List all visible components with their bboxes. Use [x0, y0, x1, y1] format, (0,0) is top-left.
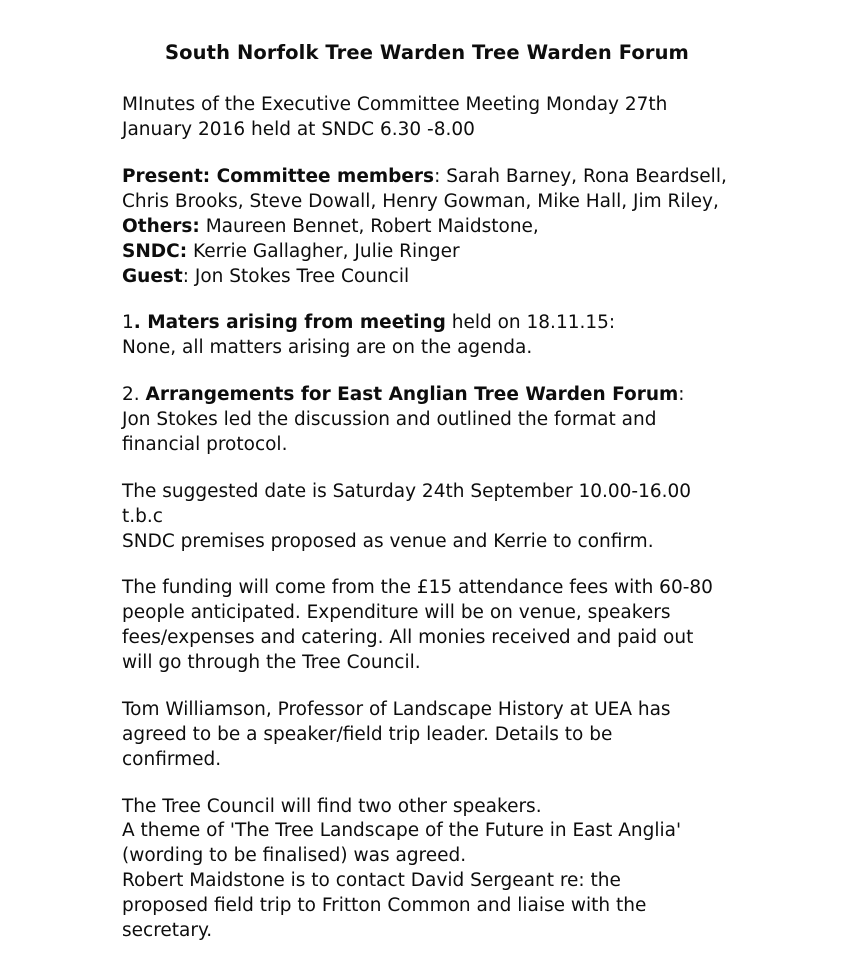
agenda-item-1: [122, 311, 732, 361]
spacer: [122, 361, 732, 383]
present-line-1: [122, 165, 732, 190]
body-paragraph: [122, 480, 732, 555]
body-paragraph: [122, 795, 732, 944]
paragraph-line: will go through the Tree Council.: [122, 652, 421, 674]
others-label: Others:: [122, 215, 200, 237]
guest-names: : Jon Stokes Tree Council: [182, 265, 410, 287]
spacer: [122, 458, 732, 480]
item-2-body-line-2: financial protocol.: [122, 433, 288, 455]
paragraph-line: people anticipated. Expenditure will be on venue, speakers: [122, 602, 671, 624]
paragraph-line: The Tree Council will find two other speakers.: [122, 795, 542, 817]
paragraph-line: t.b.c: [122, 505, 163, 527]
item-1-number: 1: [122, 312, 134, 334]
intro-line-2: January 2016 held at SNDC 6.30 -8.00: [122, 119, 475, 141]
others-line: [122, 215, 732, 240]
item-2-heading: [122, 383, 732, 408]
paragraph-line: secretary.: [122, 919, 213, 941]
paragraph-line: A theme of 'The Tree Landscape of the Future in East Anglia': [122, 820, 682, 842]
spacer: [122, 289, 732, 311]
spacer: [122, 676, 732, 698]
spacer: [122, 143, 732, 165]
item-2-number: 2.: [122, 384, 146, 406]
sndc-names: Kerrie Gallagher, Julie Ringer: [187, 240, 460, 262]
present-label: Present: Committee members: [122, 166, 435, 188]
item-2-body-line-1: Jon Stokes led the discussion and outlined the format and: [122, 409, 657, 431]
spacer: [122, 65, 732, 93]
paragraph-line: The suggested date is Saturday 24th September 10.00-16.00: [122, 480, 692, 502]
sndc-label: SNDC:: [122, 240, 188, 262]
agenda-item-2: [122, 383, 732, 458]
item-1-body: None, all matters arising are on the agenda.: [122, 337, 533, 359]
body-paragraph: [122, 698, 732, 773]
paragraph-line: proposed field trip to Fritton Common and liaise with the: [122, 895, 647, 917]
page-title: South Norfolk Tree Warden Tree Warden Forum: [165, 41, 689, 64]
item-2-heading-tail: :: [678, 384, 685, 406]
intro-line-1: MInutes of the Executive Committee Meeting Monday 27th: [122, 94, 668, 116]
spacer: [122, 554, 732, 576]
paragraph-line: The funding will come from the £15 attendance fees with 60-80: [122, 577, 713, 599]
present-line-2: Chris Brooks, Steve Dowall, Henry Gowman, Mike Hall, Jim Riley,: [122, 190, 719, 212]
attendance-block: [122, 165, 732, 289]
sndc-line: [122, 240, 732, 265]
body-paragraph: [122, 576, 732, 676]
paragraph-line: confirmed.: [122, 748, 222, 770]
present-names-1: : Sarah Barney, Rona Beardsell,: [434, 166, 727, 188]
paragraph-line: fees/expenses and catering. All monies received and paid out: [122, 627, 694, 649]
item-1-heading: [122, 311, 732, 336]
intro-paragraph: [122, 93, 732, 143]
paragraph-line: Robert Maidstone is to contact David Sergeant re: the: [122, 870, 621, 892]
item-2-title: Arrangements for East Anglian Tree Warden Forum: [145, 384, 679, 406]
item-1-heading-tail: held on 18.11.15:: [445, 312, 616, 334]
others-names: Maureen Bennet, Robert Maidstone,: [199, 215, 539, 237]
paragraph-line: SNDC premises proposed as venue and Kerrie to confirm.: [122, 530, 654, 552]
spacer: [122, 773, 732, 795]
item-1-title: . Maters arising from meeting: [133, 312, 446, 334]
paragraph-line: Tom Williamson, Professor of Landscape History at UEA has: [122, 698, 671, 720]
guest-label: Guest: [122, 265, 183, 287]
paragraph-line: agreed to be a speaker/field trip leader. Details to be: [122, 723, 613, 745]
guest-line: [122, 265, 732, 290]
paragraph-line: (wording to be finalised) was agreed.: [122, 845, 467, 867]
